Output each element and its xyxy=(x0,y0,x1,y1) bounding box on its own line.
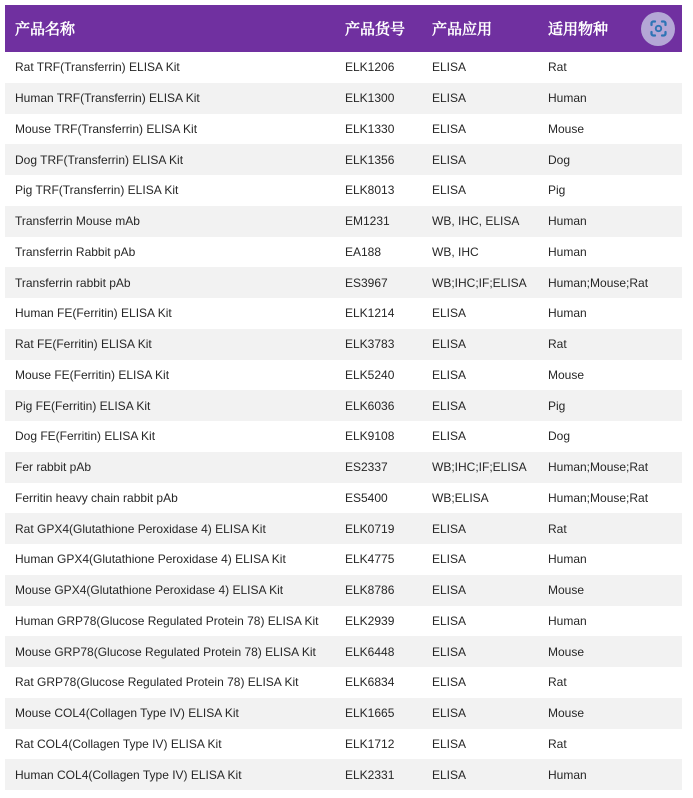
product-name-cell: Human GRP78(Glucose Regulated Protein 78) ELISA Kit xyxy=(15,613,319,628)
table-row xyxy=(5,237,682,268)
column-header-species: 适用物种 xyxy=(548,21,609,38)
product-name-cell: Rat COL4(Collagen Type IV) ELISA Kit xyxy=(15,736,222,751)
application-cell: ELISA xyxy=(432,706,467,721)
catalog-number-cell: ELK1214 xyxy=(345,306,395,321)
column-header-catalog-number: 产品货号 xyxy=(345,21,406,38)
application-cell: ELISA xyxy=(432,736,467,751)
species-cell: Dog xyxy=(548,429,571,444)
species-cell: Mouse xyxy=(548,583,585,598)
table-header-row xyxy=(5,5,682,52)
catalog-number-cell: ELK1712 xyxy=(345,736,395,751)
catalog-number-cell: ELK4775 xyxy=(345,552,395,567)
product-name-cell: Mouse FE(Ferritin) ELISA Kit xyxy=(15,367,170,382)
species-cell: Human;Mouse;Rat xyxy=(548,460,649,475)
table-row xyxy=(5,729,682,760)
table-row xyxy=(5,575,682,606)
application-cell: WB, IHC xyxy=(432,244,479,259)
catalog-number-cell: EM1231 xyxy=(345,214,390,229)
table-row xyxy=(5,175,682,206)
application-cell: ELISA xyxy=(432,121,467,136)
table-row xyxy=(5,360,682,391)
table-row xyxy=(5,114,682,145)
application-cell: ELISA xyxy=(432,767,467,782)
product-name-cell: Human GPX4(Glutathione Peroxidase 4) ELISA Kit xyxy=(15,552,286,567)
product-name-cell: Dog FE(Ferritin) ELISA Kit xyxy=(15,429,156,444)
table-row xyxy=(5,206,682,237)
species-cell: Human xyxy=(548,214,587,229)
product-name-cell: Human TRF(Transferrin) ELISA Kit xyxy=(15,91,200,106)
table-row xyxy=(5,452,682,483)
species-cell: Mouse xyxy=(548,121,585,136)
application-cell: ELISA xyxy=(432,306,467,321)
table-row xyxy=(5,390,682,421)
catalog-number-cell: ES3967 xyxy=(345,275,388,290)
species-cell: Human xyxy=(548,244,587,259)
catalog-number-cell: ELK1206 xyxy=(345,60,395,75)
application-cell: ELISA xyxy=(432,429,467,444)
application-cell: ELISA xyxy=(432,521,467,536)
product-name-cell: Fer rabbit pAb xyxy=(15,460,92,475)
table-row xyxy=(5,298,682,329)
table-row xyxy=(5,544,682,575)
product-name-cell: Transferrin Rabbit pAb xyxy=(15,244,136,259)
column-header-application: 产品应用 xyxy=(432,21,493,38)
product-name-cell: Mouse COL4(Collagen Type IV) ELISA Kit xyxy=(15,706,239,721)
catalog-number-cell: ELK1356 xyxy=(345,152,395,167)
application-cell: WB;IHC;IF;ELISA xyxy=(432,275,527,290)
product-name-cell: Rat GRP78(Glucose Regulated Protein 78) ELISA Kit xyxy=(15,675,299,690)
catalog-number-cell: ELK1330 xyxy=(345,121,395,136)
species-cell: Human xyxy=(548,306,587,321)
species-cell: Human xyxy=(548,767,587,782)
catalog-number-cell: ELK9108 xyxy=(345,429,395,444)
scan-button[interactable] xyxy=(641,12,675,46)
product-name-cell: Transferrin rabbit pAb xyxy=(15,275,131,290)
product-name-cell: Rat GPX4(Glutathione Peroxidase 4) ELISA Kit xyxy=(15,521,266,536)
species-cell: Human xyxy=(548,552,587,567)
table-row xyxy=(5,83,682,114)
species-cell: Human xyxy=(548,91,587,106)
species-cell: Mouse xyxy=(548,367,585,382)
table-row xyxy=(5,636,682,667)
catalog-number-cell: ELK8013 xyxy=(345,183,395,198)
application-cell: ELISA xyxy=(432,152,467,167)
table-row xyxy=(5,483,682,514)
product-name-cell: Rat FE(Ferritin) ELISA Kit xyxy=(15,337,152,352)
application-cell: ELISA xyxy=(432,552,467,567)
catalog-number-cell: ELK0719 xyxy=(345,521,395,536)
table-row xyxy=(5,52,682,83)
species-cell: Pig xyxy=(548,398,566,413)
product-name-cell: Rat TRF(Transferrin) ELISA Kit xyxy=(15,60,180,75)
application-cell: ELISA xyxy=(432,337,467,352)
species-cell: Pig xyxy=(548,183,566,198)
species-cell: Rat xyxy=(548,60,567,75)
species-cell: Mouse xyxy=(548,644,585,659)
product-name-cell: Mouse GPX4(Glutathione Peroxidase 4) ELISA Kit xyxy=(15,583,284,598)
table-row xyxy=(5,421,682,452)
species-cell: Rat xyxy=(548,736,567,751)
table-row xyxy=(5,759,682,790)
catalog-number-cell: ELK6834 xyxy=(345,675,395,690)
application-cell: ELISA xyxy=(432,675,467,690)
application-cell: ELISA xyxy=(432,60,467,75)
catalog-number-cell: ELK2331 xyxy=(345,767,395,782)
species-cell: Mouse xyxy=(548,706,585,721)
species-cell: Rat xyxy=(548,337,567,352)
catalog-number-cell: ELK8786 xyxy=(345,583,395,598)
species-cell: Human;Mouse;Rat xyxy=(548,490,649,505)
product-name-cell: Mouse TRF(Transferrin) ELISA Kit xyxy=(15,121,198,136)
species-cell: Rat xyxy=(548,675,567,690)
catalog-number-cell: ELK1665 xyxy=(345,706,395,721)
table-body xyxy=(5,52,682,790)
product-name-cell: Transferrin Mouse mAb xyxy=(15,214,140,229)
species-cell: Rat xyxy=(548,521,567,536)
application-cell: ELISA xyxy=(432,583,467,598)
table-row xyxy=(5,667,682,698)
product-name-cell: Pig FE(Ferritin) ELISA Kit xyxy=(15,398,151,413)
application-cell: WB;ELISA xyxy=(432,490,489,505)
column-header-product-name: 产品名称 xyxy=(15,21,76,38)
application-cell: ELISA xyxy=(432,91,467,106)
catalog-number-cell: ES5400 xyxy=(345,490,388,505)
product-name-cell: Human COL4(Collagen Type IV) ELISA Kit xyxy=(15,767,242,782)
application-cell: ELISA xyxy=(432,183,467,198)
catalog-number-cell: ELK6036 xyxy=(345,398,395,413)
species-cell: Dog xyxy=(548,152,571,167)
table-row xyxy=(5,144,682,175)
species-cell: Human xyxy=(548,613,587,628)
product-name-cell: Ferritin heavy chain rabbit pAb xyxy=(15,490,178,505)
application-cell: WB;IHC;IF;ELISA xyxy=(432,460,527,475)
application-cell: ELISA xyxy=(432,367,467,382)
catalog-number-cell: ELK5240 xyxy=(345,367,395,382)
application-cell: WB, IHC, ELISA xyxy=(432,214,520,229)
application-cell: ELISA xyxy=(432,613,467,628)
catalog-number-cell: ES2337 xyxy=(345,460,388,475)
table-row xyxy=(5,267,682,298)
catalog-number-cell: ELK1300 xyxy=(345,91,395,106)
product-name-cell: Human FE(Ferritin) ELISA Kit xyxy=(15,306,172,321)
table-row xyxy=(5,606,682,637)
table-row xyxy=(5,513,682,544)
catalog-number-cell: ELK2939 xyxy=(345,613,395,628)
product-name-cell: Dog TRF(Transferrin) ELISA Kit xyxy=(15,152,184,167)
catalog-number-cell: ELK3783 xyxy=(345,337,395,352)
product-name-cell: Pig TRF(Transferrin) ELISA Kit xyxy=(15,183,179,198)
product-catalog-table xyxy=(5,5,682,790)
scan-viewfinder-icon xyxy=(648,18,669,39)
catalog-number-cell: EA188 xyxy=(345,244,382,259)
species-cell: Human;Mouse;Rat xyxy=(548,275,649,290)
catalog-number-cell: ELK6448 xyxy=(345,644,395,659)
application-cell: ELISA xyxy=(432,644,467,659)
table-row xyxy=(5,329,682,360)
product-name-cell: Mouse GRP78(Glucose Regulated Protein 78) ELISA Kit xyxy=(15,644,316,659)
application-cell: ELISA xyxy=(432,398,467,413)
table-row xyxy=(5,698,682,729)
